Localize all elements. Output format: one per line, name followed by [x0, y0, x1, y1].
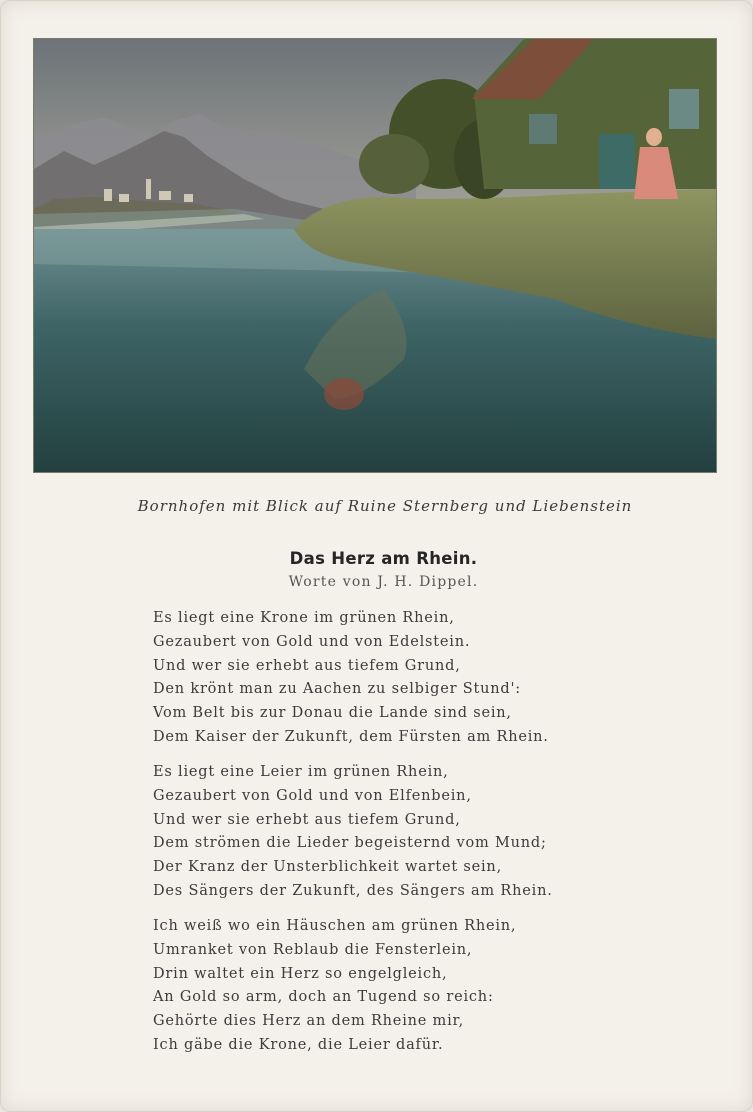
- stanza-3: [153, 915, 673, 1058]
- stanza-1: [153, 607, 673, 750]
- poem-line: Drin waltet ein Herz so engelgleich,: [153, 965, 448, 982]
- poem-line: Der Kranz der Unsterblichkeit wartet sein,: [153, 859, 502, 876]
- stanza-2: [153, 761, 673, 904]
- poem-line: Dem strömen die Lieder begeisternd vom Mund;: [153, 835, 547, 852]
- poem-line: Ich weiß wo ein Häuschen am grünen Rhein,: [153, 918, 517, 934]
- poem-line: Es liegt eine Leier im grünen Rhein,: [153, 764, 449, 780]
- poem-line: Gezaubert von Gold und von Edelstein.: [153, 633, 471, 650]
- poem-line: Es liegt eine Krone im grünen Rhein,: [153, 610, 455, 626]
- landscape-painting: [33, 38, 717, 473]
- poem-line: An Gold so arm, doch an Tugend so reich:: [153, 989, 494, 1006]
- window-right: [669, 89, 699, 129]
- poem-line: Und wer sie erhebt aus tiefem Grund,: [153, 657, 461, 674]
- window-left: [529, 114, 557, 144]
- poem-line: Dem Kaiser der Zukunft, dem Fürsten am Rhein.: [153, 728, 549, 745]
- floating-heart: [324, 378, 364, 410]
- poem-line: Und wer sie erhebt aus tiefem Grund,: [153, 811, 461, 828]
- rhine-landscape-image: [34, 39, 716, 472]
- tree-2: [359, 134, 429, 194]
- poem-line: Ich gäbe die Krone, die Leier dafür.: [153, 1036, 444, 1053]
- door: [599, 134, 635, 189]
- poem-title: Das Herz am Rhein.: [289, 549, 478, 568]
- poem-line: Des Sängers der Zukunft, des Sängers am Rhein.: [153, 882, 553, 899]
- poem-line: Den krönt man zu Aachen zu selbiger Stund':: [153, 681, 521, 698]
- poem-author: Worte von J. H. Dippel.: [288, 574, 479, 590]
- poem-line: Gehörte dies Herz an dem Rheine mir,: [153, 1013, 465, 1030]
- poem-line: Gezaubert von Gold und von Elfenbein,: [153, 787, 472, 804]
- image-caption: Bornhofen mit Blick auf Ruine Sternberg und Liebenstein: [137, 497, 633, 515]
- poem-line: Vom Belt bis zur Donau die Lande sind sein,: [153, 705, 512, 722]
- poem-line: Umranket von Reblaub die Fensterlein,: [153, 941, 473, 958]
